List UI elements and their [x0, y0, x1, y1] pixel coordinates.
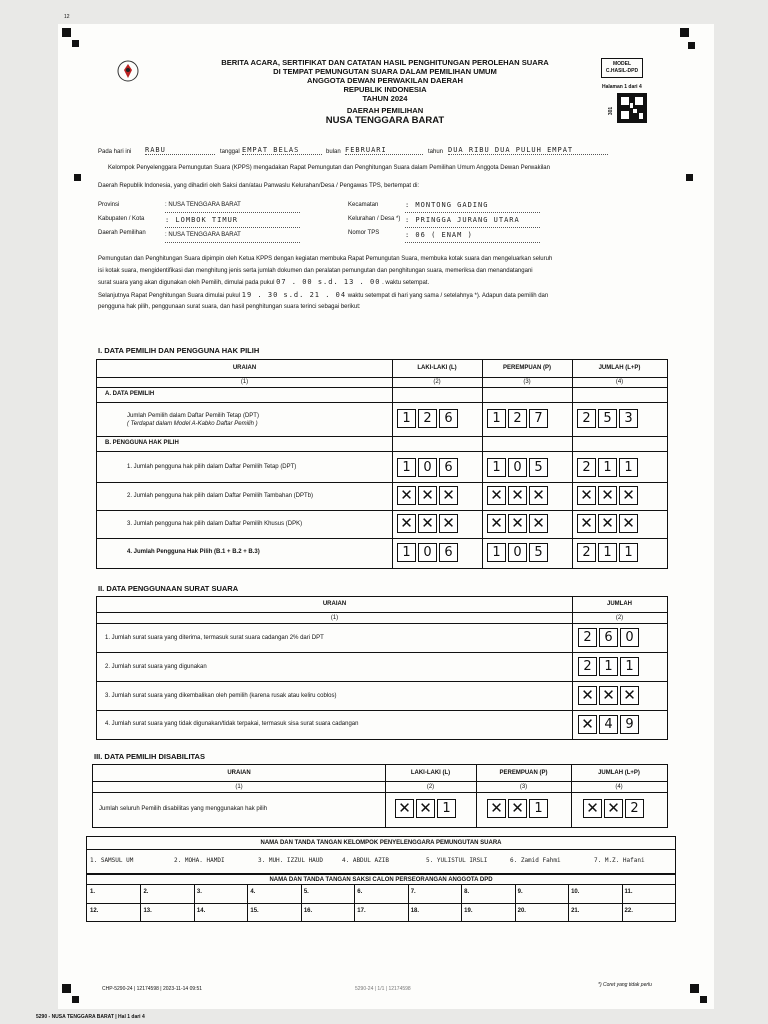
saksi-signature-cell: 4. — [250, 889, 256, 895]
digit-box: 1 — [599, 657, 618, 676]
registration-marker — [680, 28, 689, 37]
perempuan-boxes — [487, 514, 550, 533]
saksi-signature-cell: 1. — [90, 889, 96, 895]
halaman-label: Halaman 1 dari 4 — [602, 84, 642, 90]
jumlah-boxes — [578, 686, 641, 705]
digit-box: ✕ — [619, 486, 638, 505]
section-1-title: I. DATA PEMILIH DAN PENGGUNA HAK PILIH — [98, 346, 260, 355]
perempuan-boxes — [487, 409, 550, 428]
kpps-signature: 1. SAMSUL UM — [90, 857, 134, 864]
digit-box: 2 — [578, 628, 597, 647]
saksi-signature-cell: 10. — [571, 889, 580, 895]
registration-marker — [686, 174, 693, 181]
digit-box: ✕ — [487, 514, 506, 533]
registration-marker — [690, 984, 699, 993]
kelurahan-value: : PRINGGA JURANG UTARA — [405, 213, 540, 228]
digit-box: 9 — [620, 715, 639, 734]
intro-paragraph: Kelompok Penyelenggara Pemungutan Suara (KPPS) mengadakan Rapat Pemungutan dan Penghitungan Suara dalam Pemilihan Umum Anggota Dewan Perwakilan Daerah Republik Indonesia, yang dihadiri oleh Saksi dan/atau Panwaslu Kelurahan/Desa / Pengawas TPS, bertempat di: — [98, 165, 550, 189]
dpt-label: Jumlah Pemilih dalam Daftar Pemilih Tetap (DPT) ( Terdapat dalam Model A-Kabko Daftar Pemilih ) — [127, 413, 259, 427]
saksi-signature-cell: 13. — [143, 908, 152, 914]
qr-code-icon — [617, 93, 647, 123]
saksi-signature-cell: 19. — [464, 908, 473, 914]
digit-box: ✕ — [439, 486, 458, 505]
kpu-logo — [117, 60, 139, 82]
section-2-title: II. DATA PENGGUNAAN SURAT SUARA — [98, 584, 239, 593]
digit-box: 2 — [577, 409, 596, 428]
form-header: BERITA ACARA, SERTIFIKAT DAN CATATAN HASIL PENGHITUNGAN PEROLEHAN SUARA DI TEMPAT PEMUNGUTAN SUARA DALAM PEMILIHAN UMUM ANGGOTA DEWAN PERWAKILAN DAERAH REPUBLIK INDONESIA TAHUN 2024 DAERAH PEMILIHAN NUSA TENGGARA BARAT — [180, 58, 590, 126]
saksi-signature-cell: 14. — [196, 908, 206, 914]
jumlah-boxes — [578, 628, 641, 647]
section-b-title: B. PENGGUNA HAK PILIH — [105, 440, 179, 446]
laki-boxes — [397, 543, 460, 562]
digit-box: 1 — [598, 458, 617, 477]
laki-boxes — [397, 486, 460, 505]
digit-box: ✕ — [620, 686, 639, 705]
footer-bottom: 5290 - NUSA TENGGARA BARAT | Hal 1 dari 4 — [36, 1014, 145, 1020]
digit-box: ✕ — [397, 486, 416, 505]
digit-box: 2 — [577, 543, 596, 562]
digit-box: 1 — [619, 458, 638, 477]
digit-box: ✕ — [598, 514, 617, 533]
registration-marker — [700, 996, 707, 1003]
digit-box: 6 — [599, 628, 618, 647]
digit-box: 0 — [508, 543, 527, 562]
tps-value: : 06 ( ENAM ) — [405, 228, 540, 243]
digit-box: 1 — [620, 657, 639, 676]
section-a-title: A. DATA PEMILIH — [105, 391, 155, 397]
kabupaten-value: : LOMBOK TIMUR — [165, 213, 300, 228]
digit-box: ✕ — [439, 514, 458, 533]
perempuan-boxes — [487, 486, 550, 505]
footer-mid: 5290-24 | 1/1 | 12174598 — [355, 986, 411, 992]
body-paragraph: Pemungutan dan Penghitungan Suara dipimpin oleh Ketua KPPS dengan kegiatan membuka Rapat Pemungutan Suara, membuka kotak suara dan mengeluarkan seluruh isi kotak suara, mengidentifikasi dan menghitung jenis serta jumlah dokumen dan peralatan pemungutan dan penghitungan suara, memeriksa dan menandatangani surat suara yang akan digunakan oleh Pemilih, dimulai pada pukul 07 . 00 s.d. 13 . 00 . waktu setempat. Selanjutnya Rapat Penghitungan Suara dimulai pukul 19 . 30 s.d. 21 . 04 waktu setempat di hari yang sama / setelahnya *). Adapun data pemilih dan pengguna hak pilih, penggunaan surat suara, dan hasil penghitungan suara terinci sebagai berikut: — [98, 256, 553, 310]
jumlah-boxes — [577, 514, 640, 533]
digit-box: 3 — [619, 409, 638, 428]
digit-box: 1 — [598, 543, 617, 562]
section-3-table: URAIAN LAKI-LAKI (L) PEREMPUAN (P) JUMLAH (L+P) (1) (2) (3) (4) Jumlah seluruh Pemilih disabilitas yang menggunakan hak pilih ✕ ✕ 1 ✕ ✕ 1 ✕ ✕ 2 — [92, 764, 668, 828]
kpps-signature: 6. Zamid Fahmi — [510, 857, 561, 864]
saksi-signature-cell: 16. — [303, 908, 313, 914]
digit-box: 1 — [487, 409, 506, 428]
provinsi-value: : NUSA TENGGARA BARAT — [165, 198, 300, 213]
perempuan-boxes — [487, 543, 550, 562]
digit-box: ✕ — [599, 686, 618, 705]
saksi-signature-cell: 18. — [410, 908, 420, 914]
saksi-signature-cell: 15. — [250, 908, 259, 914]
jumlah-boxes — [577, 543, 640, 562]
digit-box: ✕ — [529, 486, 548, 505]
saksi-signature-cell: 22. — [624, 908, 633, 914]
digit-box: ✕ — [418, 514, 437, 533]
digit-box: 6 — [439, 458, 458, 477]
location-values-left — [165, 198, 300, 243]
kpps-signatures — [87, 850, 675, 873]
digit-box: ✕ — [508, 486, 527, 505]
section-3-title: III. DATA PEMILIH DISABILITAS — [94, 752, 205, 761]
digit-box: 1 — [397, 409, 416, 428]
model-box: MODEL C.HASIL-DPD — [601, 58, 643, 78]
digit-box: 4 — [599, 715, 618, 734]
digit-box: 2 — [577, 458, 596, 477]
kpps-signature: 4. ABDUL AZIB — [342, 857, 389, 864]
kpps-signature: 2. MOHA. HAMDI — [174, 857, 225, 864]
laki-boxes — [397, 514, 460, 533]
digit-box: 0 — [620, 628, 639, 647]
digit-box: ✕ — [487, 486, 506, 505]
tanggal-value: EMPAT BELAS — [242, 146, 322, 155]
saksi-signature-cell: 3. — [196, 889, 202, 895]
digit-box: 0 — [418, 543, 437, 562]
daerah-value: : NUSA TENGGARA BARAT — [165, 228, 300, 243]
saksi-signature-cell: 9. — [517, 889, 523, 895]
digit-box: 1 — [397, 458, 416, 477]
digit-box: 2 — [578, 657, 597, 676]
digit-box: ✕ — [577, 514, 596, 533]
saksi-row-1 — [87, 885, 675, 903]
disabilitas-jumlah: ✕ ✕ 2 — [583, 799, 646, 818]
saksi-signature-cell: 20. — [517, 908, 526, 914]
disabilitas-laki: ✕ ✕ 1 — [395, 799, 458, 818]
header-title: BERITA ACARA, SERTIFIKAT DAN CATATAN HASIL PENGHITUNGAN PEROLEHAN SUARA — [221, 58, 549, 67]
location-labels-left: Provinsi Kabupaten / Kota Daerah Pemilihan — [98, 202, 146, 236]
digit-box: ✕ — [578, 715, 597, 734]
jumlah-boxes — [578, 657, 641, 676]
saksi-row-2 — [87, 904, 675, 921]
disabilitas-perempuan: ✕ ✕ 1 — [487, 799, 550, 818]
digit-box: 6 — [439, 409, 458, 428]
registration-marker — [688, 42, 695, 49]
saksi-signature-cell: 8. — [464, 889, 470, 895]
digit-box: 1 — [487, 543, 506, 562]
kpps-signature: 3. MUH. IZZUL HAUD — [258, 857, 324, 864]
digit-box: 1 — [619, 543, 638, 562]
digit-box: ✕ — [529, 514, 548, 533]
hari-value: RABU — [145, 146, 215, 155]
digit-box: 5 — [529, 543, 548, 562]
jumlah-boxes — [577, 486, 640, 505]
laki-boxes — [397, 409, 460, 428]
digit-box: 1 — [487, 458, 506, 477]
registration-marker — [62, 984, 71, 993]
digit-box: 1 — [397, 543, 416, 562]
digit-box: 5 — [529, 458, 548, 477]
footer-note: *) Coret yang tidak perlu — [598, 982, 652, 988]
registration-marker — [72, 996, 79, 1003]
digit-box: 0 — [508, 458, 527, 477]
footer-code: CHP-5290-24 | 12174598 | 2023-11-14 09:51 — [102, 986, 203, 992]
digit-box: ✕ — [577, 486, 596, 505]
location-values-right — [405, 198, 540, 243]
saksi-signature-cell: 6. — [357, 889, 363, 895]
digit-box: 5 — [598, 409, 617, 428]
registration-marker — [74, 174, 81, 181]
jumlah-boxes — [577, 458, 640, 477]
location-labels-right: Kecamatan Kelurahan / Desa *) Nomor TPS — [348, 202, 401, 236]
registration-marker — [62, 28, 71, 37]
jumlah-boxes — [577, 409, 640, 428]
perempuan-boxes — [487, 458, 550, 477]
tahun-value: DUA RIBU DUA PULUH EMPAT — [448, 146, 608, 155]
digit-box: ✕ — [508, 514, 527, 533]
digit-box: 0 — [418, 458, 437, 477]
laki-boxes — [397, 458, 460, 477]
kpps-signature-table: NAMA DAN TANDA TANGAN KELOMPOK PENYELENGGARA PEMUNGUTAN SUARA 1. SAMSUL UM 2. MOHA. HAMDI 3. MUH. IZZUL HAUD 4. ABDUL AZIB 5. YULISTUL IRSLI 6. Zamid Fahmi 7. M.Z. Hafani — [86, 836, 676, 874]
saksi-signature-cell: 12. — [90, 908, 99, 914]
saksi-signature-cell: 7. — [410, 889, 416, 895]
bulan-value: FEBRUARI — [345, 146, 423, 155]
kpps-signature: 7. M.Z. Hafani — [594, 857, 645, 864]
digit-box: ✕ — [619, 514, 638, 533]
kpps-signature: 5. YULISTUL IRSLI — [426, 857, 488, 864]
registration-marker — [72, 40, 79, 47]
digit-box: ✕ — [397, 514, 416, 533]
saksi-signature-cell: 5. — [303, 889, 309, 895]
pukul-penghitungan: 19 . 30 s.d. 21 . 04 — [241, 290, 347, 299]
digit-box: ✕ — [598, 486, 617, 505]
digit-box: 6 — [439, 543, 458, 562]
saksi-signature-cell: 21. — [571, 908, 580, 914]
section-1-table: URAIAN LAKI-LAKI (L) PEREMPUAN (P) JUMLAH (L+P) (1) (2) (3) (4) A. DATA PEMILIH Jumlah Pemilih dalam Daftar Pemilih Tetap (DPT) ( Terdapat dalam Model A-Kabko Daftar Pemilih ) B. PENGGUNA HAK PILIH 1. Jumlah pengguna hak pilih dalam Daftar Pemilih Tetap (DPT) 2. Jumlah pengguna hak pilih dalam Daftar Pemilih Tambahan (DPTb) 3. Jumlah pengguna hak pilih dalam Daftar Pemilih Khusus (DPK) 4. Jumlah Pengguna Hak Pilih (B.1 + B.2 + B.3) 1 2 6 1 2 7 2 5 3 1 0 6 1 0 5 2 1 1 ✕ ✕ ✕ ✕ ✕ ✕ ✕ ✕ ✕ ✕ ✕ ✕ ✕ ✕ ✕ ✕ ✕ ✕ 1 0 6 1 0 5 2 1 1 — [96, 359, 668, 569]
qr-number: 301 — [608, 106, 615, 116]
kecamatan-value: : MONTONG GADING — [405, 198, 540, 213]
page-number: 12 — [64, 14, 70, 20]
saksi-signature-cell: 17. — [357, 908, 366, 914]
digit-box: 2 — [418, 409, 437, 428]
digit-box: 2 — [508, 409, 527, 428]
digit-box: ✕ — [418, 486, 437, 505]
saksi-signature-cell: 2. — [143, 889, 149, 895]
jumlah-boxes — [578, 715, 641, 734]
saksi-signature-table: NAMA DAN TANDA TANGAN SAKSI CALON PERSEORANGAN ANGGOTA DPD 1. 2. 3. 4. 5. 6. 7. 8. 9. 10. 11. 12. 13. 14. 15. 16. 17. 18. 19. 20. 21. 22. — [86, 874, 676, 922]
digit-box: 7 — [529, 409, 548, 428]
saksi-signature-cell: 11. — [624, 889, 633, 895]
section-2-table: URAIAN JUMLAH (1) (2) 1. Jumlah surat suara yang diterima, termasuk surat suara cadangan 2% dari DPT 2. Jumlah surat suara yang digunakan 3. Jumlah surat suara yang dikembalikan oleh pemilih (karena rusak atau keliru coblos) 4. Jumlah surat suara yang tidak digunakan/tidak terpakai, termasuk sisa surat suara cadangan 2 6 0 2 1 1 ✕ ✕ ✕ ✕ 4 9 — [96, 596, 668, 740]
digit-box: ✕ — [578, 686, 597, 705]
pukul-pemungutan: 07 . 00 s.d. 13 . 00 — [276, 278, 381, 286]
